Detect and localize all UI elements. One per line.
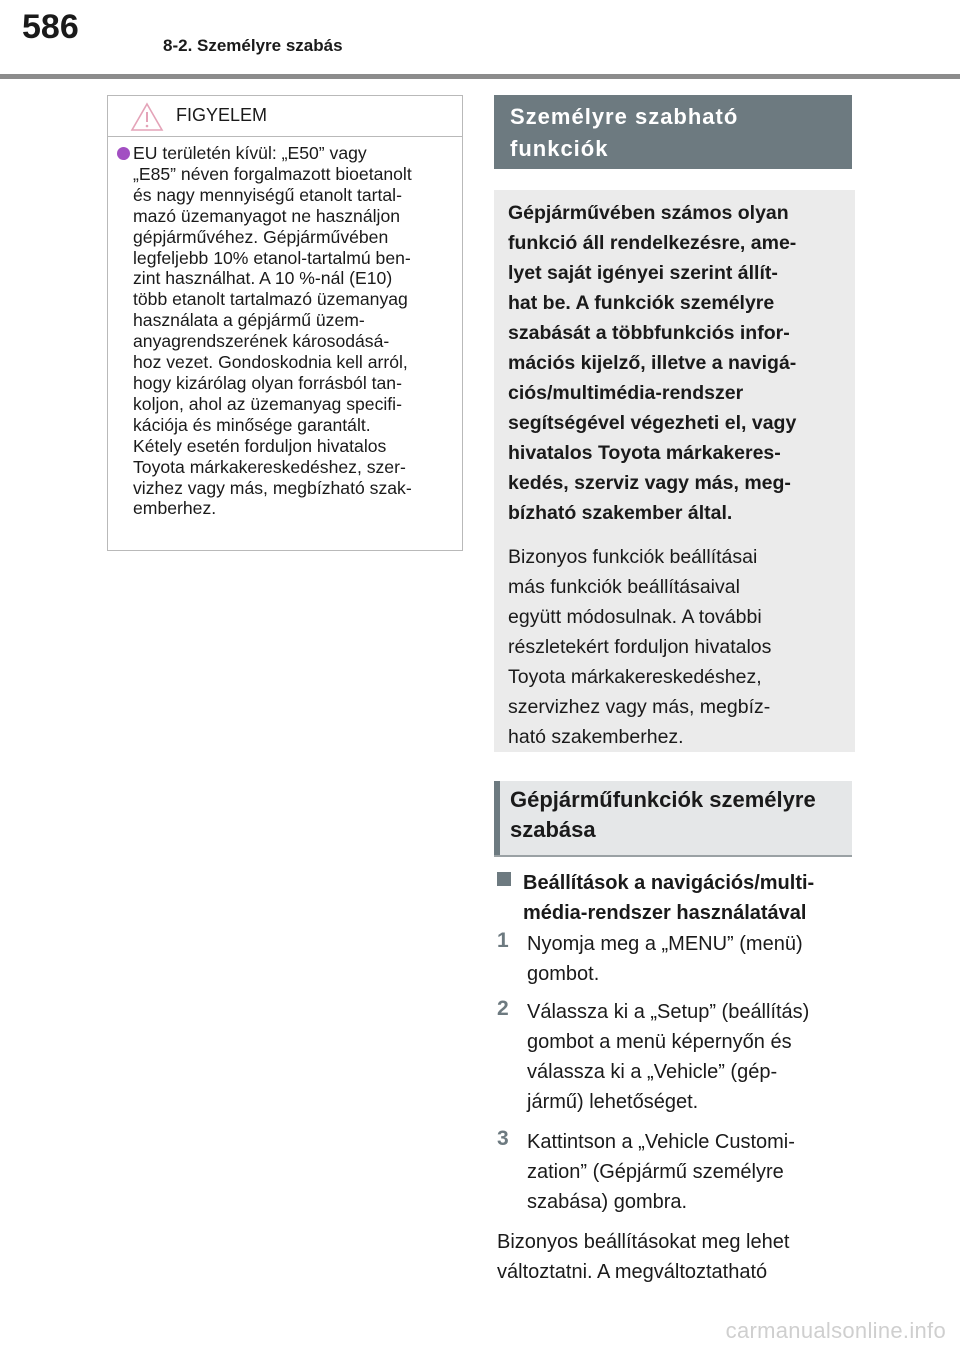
warning-title: FIGYELEM xyxy=(176,105,268,125)
step-text: Nyomja meg a „MENU” (menü) gombot. xyxy=(527,933,803,985)
square-bullet-icon xyxy=(497,872,511,886)
section-title: 8-2. Személyre szabás xyxy=(163,36,343,55)
closing-text: Bizonyos beállításokat meg lehet változtatni. A megváltoztatható xyxy=(497,1231,790,1283)
subsection xyxy=(497,868,857,928)
warning-header xyxy=(108,96,462,137)
page-number: 586 xyxy=(22,8,79,46)
subsection-title: Beállítások a navigációs/multi- média-rendszer használatával xyxy=(523,872,815,924)
header-accent-bar xyxy=(494,781,500,855)
custom-functions-title: Személyre szabható funkciók xyxy=(510,104,739,161)
vehicle-customization-header xyxy=(494,781,852,857)
warning-box xyxy=(107,95,463,551)
intro-box xyxy=(494,190,855,752)
warning-text: EU területén kívül: „E50” vagy „E85” néven forgalmazott bioetanolt és nagy mennyiségű etanolt tartal- mazó üzemanyagot ne használjon gépjárművéhez. Gépjárművében legfeljebb 10% etanol-tartalmú ben- zint használhat. A 10 %-nál (E10) több etanolt tartalmazó üzemanyag használata a gépjármű üzem- anyagrendszerének károsodásá- hoz vezet. Gondoskodnia kell arról, hogy kizárólag olyan forrásból tan- koljon, ahol az üzemanyag specifi- kációja és minősége garantált. Kétely esetén forduljon hivatalos Toyota márkakereskedéshez, szer- vizhez vagy más, megbízható szak- emberhez. xyxy=(133,143,412,519)
bullet-icon xyxy=(117,147,130,160)
watermark: carmanualsonline.info xyxy=(725,1318,946,1343)
intro-normal-text: Bizonyos funkciók beállításai más funkciók beállításaival együtt módosulnak. A további részletekért forduljon hivatalos Toyota márkakereskedéshez, szervizhez vagy más, megbíz- ható szakemberhez. xyxy=(508,546,772,748)
header-divider xyxy=(0,74,960,79)
vehicle-customization-title: Gépjárműfunkciók személyre szabása xyxy=(510,787,816,842)
step-3 xyxy=(497,1127,857,1217)
warning-body xyxy=(108,137,462,519)
step-2 xyxy=(497,997,857,1117)
step-number: 1 xyxy=(497,929,509,952)
step-number: 2 xyxy=(497,997,509,1020)
custom-functions-header xyxy=(494,95,852,169)
step-number: 3 xyxy=(497,1127,509,1150)
warning-triangle-icon xyxy=(130,102,164,132)
intro-bold-text: Gépjárművében számos olyan funkció áll rendelkezésre, ame- lyet saját igényei szerint állít- hat be. A funkciók személyre szabását a többfunkciós infor- mációs kijelző, illetve a navigá- ciós/multimédia-rendszer segítségével végezheti el, vagy hivatalos Toyota márkakeres- kedés, szerviz vagy más, meg- bízható szakember által. xyxy=(508,202,797,524)
step-text: Kattintson a „Vehicle Customi- zation” (Gépjármű személyre szabása) gombra. xyxy=(527,1131,795,1213)
step-1 xyxy=(497,929,857,989)
step-text: Válassza ki a „Setup” (beállítás) gombot a menü képernyőn és válassza ki a „Vehicle” (gép- jármű) lehetőséget. xyxy=(527,1001,810,1113)
